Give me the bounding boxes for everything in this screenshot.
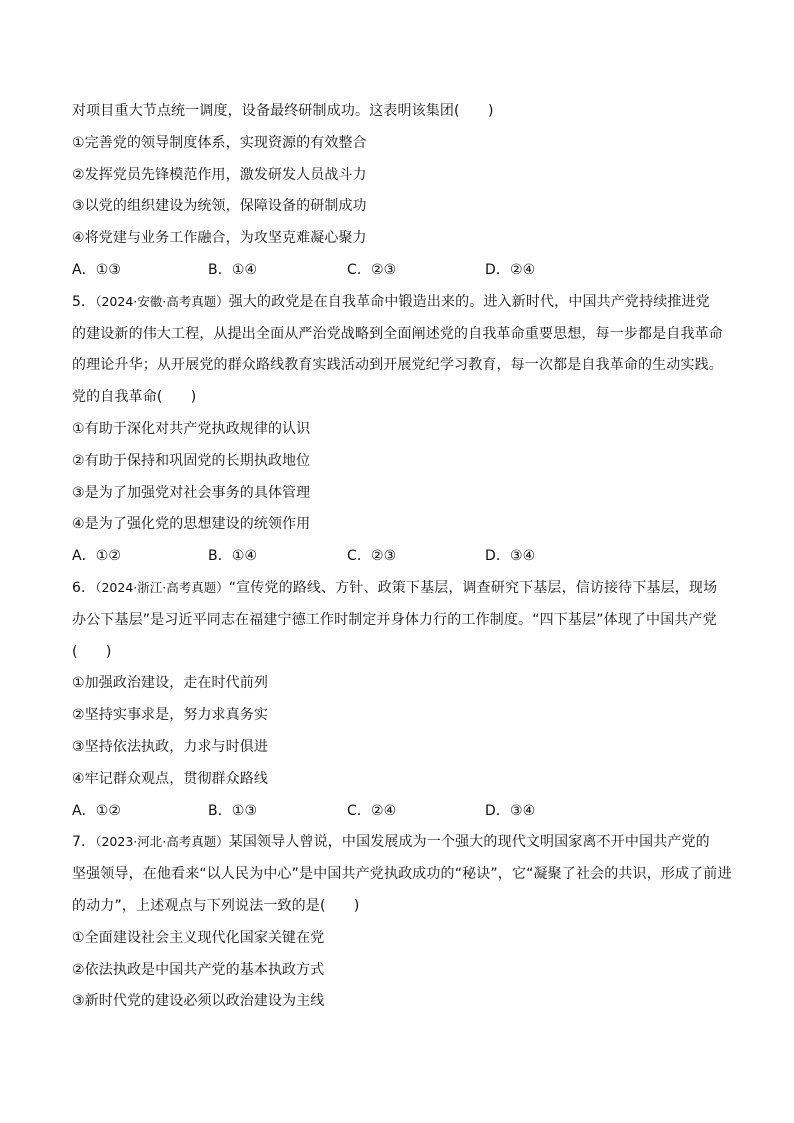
answer-choices-row (72, 260, 722, 292)
question-stem-line: 的建设新的伟大工程，从提出全面从严治党战略到全面阐述党的自我革命重要思想，每一步都是自我革命 (72, 325, 723, 342)
choice-text: ③④ (509, 802, 536, 819)
statement-option: ④是为了强化党的思想建设的统领作用 (72, 516, 311, 533)
choice-text: ①③ (231, 802, 258, 819)
choice-text: ③④ (509, 548, 536, 565)
question-source: （2023·河北·高考真题） (95, 834, 229, 850)
answer-choice-a[interactable] (72, 546, 121, 566)
statement-option: ①全面建设社会主义现代化国家关键在党 (72, 929, 325, 946)
choice-text: ①④ (231, 261, 258, 278)
question-source: （2024·浙江·高考真题） (95, 579, 229, 595)
choice-letter: D． (485, 261, 510, 278)
choice-text: ①③ (95, 261, 122, 278)
answer-choices-row (72, 546, 722, 578)
question-stem-line (72, 578, 722, 610)
statement-option: ③新时代党的建设必须以政治建设为主线 (72, 993, 325, 1010)
question-stem-text: 某国领导人曾说，中国发展成为一个强大的现代文明国家离不开中国共产党的 (228, 834, 710, 851)
answer-choice-a[interactable] (72, 801, 121, 821)
question-number: 6． (72, 579, 96, 596)
choice-text: ②③ (370, 261, 397, 278)
statement-option: ①完善党的领导制度体系，实现资源的有效整合 (72, 134, 367, 151)
answer-choice-a[interactable] (72, 260, 121, 280)
choice-text: ②④ (370, 802, 397, 819)
answer-choice-c[interactable] (347, 801, 396, 821)
statement-option: ①加强政治建设，走在时代前列 (72, 675, 268, 692)
question-stem-text: 强大的政党是在自我革命中锻造出来的。进入新时代，中国共产党持续推进党 (228, 293, 710, 310)
choice-letter: C． (347, 548, 371, 565)
question-continuation (72, 101, 722, 292)
answer-choice-b[interactable] (208, 546, 257, 566)
choice-letter: B． (208, 802, 232, 819)
statement-option: ③以党的组织建设为统领，保障设备的研制成功 (72, 198, 367, 215)
question-stem-line: 对项目重大节点统一调度，设备最终研制成功。这表明该集团( ) (72, 103, 494, 119)
answer-choice-b[interactable] (208, 801, 257, 821)
question-6 (72, 578, 722, 832)
choice-letter: A． (72, 548, 96, 565)
answer-choice-d[interactable] (485, 260, 535, 280)
choice-letter: B． (208, 261, 232, 278)
statement-option: ③坚持依法执政，力求与时俱进 (72, 738, 268, 755)
question-stem-line: 办公下基层”是习近平同志在福建宁德工作时制定并身体力行的工作制度。“四下基层”体现了中国共产党 (72, 611, 717, 628)
answer-choice-c[interactable] (347, 260, 396, 280)
answer-choice-b[interactable] (208, 260, 257, 280)
statement-option: ②发挥党员先锋模范作用，激发研发人员战斗力 (72, 166, 367, 183)
choice-letter: D． (485, 548, 510, 565)
choice-text: ①④ (231, 548, 258, 565)
exam-page-content (72, 101, 732, 1023)
question-7 (72, 832, 732, 1023)
question-stem-line (72, 832, 722, 864)
question-5 (72, 292, 722, 578)
statement-option: ①有助于深化对共产党执政规律的认识 (72, 420, 311, 437)
question-stem-line: 的理论升华；从开展党的群众路线教育实践活动到开展党纪学习教育，每一次都是自我革命的生动实践。 (72, 357, 723, 374)
choice-text: ①② (95, 548, 122, 565)
answer-choice-d[interactable] (485, 546, 535, 566)
statement-option: ③是为了加强党对社会事务的具体管理 (72, 484, 311, 501)
question-stem-line: 坚强领导，在他看来“以人民为中心”是中国共产党执政成功的“秘诀”，它“凝聚了社会的共识，形成了前进 (72, 866, 732, 883)
question-stem-line (72, 292, 722, 324)
answer-choice-c[interactable] (347, 546, 396, 566)
question-number: 5． (72, 293, 96, 310)
statement-option: ④将党建与业务工作融合，为攻坚克难凝心聚力 (72, 230, 367, 247)
statement-option: ②有助于保持和巩固党的长期执政地位 (72, 452, 311, 469)
choice-letter: B． (208, 548, 232, 565)
statement-option: ②依法执政是中国共产党的基本执政方式 (72, 961, 325, 978)
choice-letter: C． (347, 802, 371, 819)
question-stem-line: ( ) (72, 643, 112, 660)
choice-text: ①② (95, 802, 122, 819)
statement-option: ④牢记群众观点，贯彻群众路线 (72, 770, 268, 787)
choice-letter: A． (72, 802, 96, 819)
answer-choices-row (72, 801, 722, 833)
choice-letter: A． (72, 261, 96, 278)
question-stem-line: 的动力”，上述观点与下列说法一致的是( ) (72, 897, 360, 914)
choice-letter: D． (485, 802, 510, 819)
answer-choice-d[interactable] (485, 801, 535, 821)
question-stem-line: 党的自我革命( ) (72, 389, 197, 406)
question-stem-text: “宣传党的路线、方针、政策下基层，调查研究下基层，信访接待下基层，现场 (228, 579, 718, 596)
choice-text: ②④ (509, 261, 536, 278)
statement-option: ②坚持实事求是，努力求真务实 (72, 707, 268, 724)
choice-text: ②③ (370, 548, 397, 565)
choice-letter: C． (347, 261, 371, 278)
question-source: （2024·安徽·高考真题） (95, 293, 229, 309)
question-number: 7． (72, 834, 96, 851)
